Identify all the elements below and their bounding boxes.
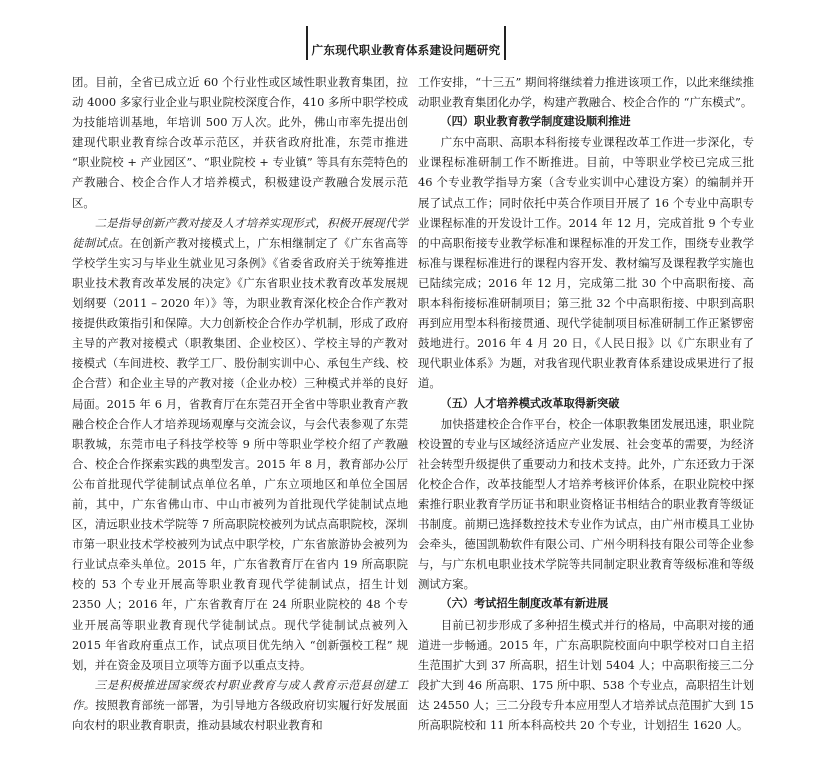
left-column bbox=[72, 72, 408, 735]
section-heading: （五）人才培养模式改革取得新突破 bbox=[440, 396, 620, 410]
right-column bbox=[418, 72, 754, 735]
paragraph-body: 按照教育部统一部署，为引导地方各级政府切实履行好发展面向农村的职业教育职责，推动县域农村职业教育和 bbox=[72, 697, 408, 732]
paragraph-body: 在创新产教对接模式上，广东相继制定了《广东省高等学校学生实习与毕业生就业见习条例》《省委省政府关于统筹推进职业技术教育改革发展的决定》《广东省职业技术教育改革发展规划纲要（2011 – 2020 年）》等，为职业教育深化校企合作产教对接提供政策指引和保障。大力创新校企合作办学机制，形成了政府主导的产教对接模式（职教集团、企业校区）、学校主导的产教对接模式（车间进校、教学工厂、股份制实训中心、承包生产线、校企合营）和企业主导的产教对接（企业办校）三种模式并举的良好局面。2015 年 6 月，省教育厅在东莞召开全省中等职业教育产教融合校企合作人才培养现场观摩与交流会议，与会代表参观了东莞职教城，东莞市电子科技学校等 9 所中等职业学校介绍了产教融合、校企合作探索实践的典型发言。2015 年 8 月，教育部办公厅公布首批现代学徒制试点单位名单，广东立项地区和单位全国居前，其中，广东省佛山市、中山市被列为首批现代学徒制试点地区，清远职业技术学院等 7 所高职院校被列为试点高职院校，深圳市第一职业技术学校被列为试点中职学校，广东省旅游协会被列为行业试点牵头单位。2015 年，广东省教育厅在省内 19 所高职院校的 53 个专业开展高等职业教育现代学徒制试点，招生计划 2350 人；2016 年，广东省教育厅在 24 所职业院校的 48 个专业开展高等职业教育现代学徒制试点。现代学徒制试点被列入 2015 年省政府重点工作，试点项目优先纳入 “创新强校工程” 规划，并在资金及项目立项等方面予以重点支持。 bbox=[72, 235, 408, 672]
paragraph bbox=[72, 213, 408, 675]
header-title: 广东现代职业教育体系建设问题研究 bbox=[311, 43, 501, 57]
paragraph-lead: 三是积极推进国家级农村职业教育与成人教育示范县创建工作。 bbox=[72, 677, 408, 712]
running-header bbox=[306, 26, 506, 60]
paragraph bbox=[72, 675, 408, 735]
paragraph: 目前已初步形成了多种招生模式并行的格局，中高职对接的通道进一步畅通。2015 年，广东高职院校面向中职学校对口自主招生范围扩大到 37 所高职，招生计划 5404 人；中高职衔接三二分段扩大到 46 所高职、175 所中职、538 个专业点，高职招生计划达 24550 人；三二分段专升本应用型人才培养试点范围扩大到 15 所高职院校和 11 所本科高校共 20 个专业，计划招生 1620 人。 bbox=[418, 617, 754, 732]
section-heading: （四）职业教育教学制度建设顺利推进 bbox=[440, 115, 631, 129]
section-heading: （六）考试招生制度改革有新进展 bbox=[440, 597, 609, 611]
paragraph: 加快搭建校企合作平台，校企一体职教集团发展迅速，职业院校设置的专业与区域经济适应产业发展、社会变革的需要，为经济社会转型升级提供了重要动力和技术支持。此外，广东还致力于深化校企合作，改革技能型人才培养考核评价体系，在职业院校中探索推行职业教育学历证书和职业资格证书相结合的职业教育等级证书制度。前期已选择数控技术专业作为试点，由广州市模具工业协会牵头，德国凯勒软件有限公司、广州今明科技有限公司等企业参与，与广东机电职业技术学院等共同制定职业教育等级标准和等级测试方案。 bbox=[418, 416, 754, 592]
paragraph: 团。目前，全省已成立近 60 个行业性或区域性职业教育集团，拉动 4000 多家行业企业与职业院校深度合作，410 多所中职学校成为技能培训基地，年培训 500 万人次。此外，佛山市率先提出创建现代职业教育综合改革示范区，并获省政府批准，东莞市推进 “职业院校 + 产业园区”、“职业院校 + 专业镇” 等具有东莞特色的产教融合、校企合作人才培养模式，积极建设产教融合发展示范区。 bbox=[72, 75, 408, 210]
paragraph: 广东中高职、高职本科衔接专业课程改革工作进一步深化，专业课程标准研制工作不断推进。目前，中等职业学校已完成三批 46 个专业教学指导方案（含专业实训中心建设方案）的编制并开展了试点工作；同时依托中英合作项目开展了 16 个专业中高职专业课程标准的开发设计工作。2014 年 12 月，完成首批 9 个专业的中高职衔接专业教学标准和课程标准的开发工作，围绕专业教学标准与课程标准进行的课程内容开发、教材编写及课程教学实施也已陆续完成；2016 年 12 月，完成第二批 30 个中高职衔接、高职本科衔接标准研制项目；第三批 32 个中高职衔接、中职到高职再到应用型本科衔接贯通、现代学徒制项目标准研制工作正紧锣密鼓地进行。2016 年 4 月 20 日，《人民日报》以《广东职业有了现代职业体系》为题，对我省现代职业教育体系建设成果进行了报道。 bbox=[418, 135, 754, 391]
paragraph-lead: 二是指导创新产教对接及人才培养实现形式，积极开展现代学徒制试点。 bbox=[72, 215, 408, 250]
paragraph: 工作安排，“十三五” 期间将继续着力推进该项工作，以此来继续推动职业教育集团化办学，构建产教融合、校企合作的 “广东模式”。 bbox=[418, 75, 754, 110]
